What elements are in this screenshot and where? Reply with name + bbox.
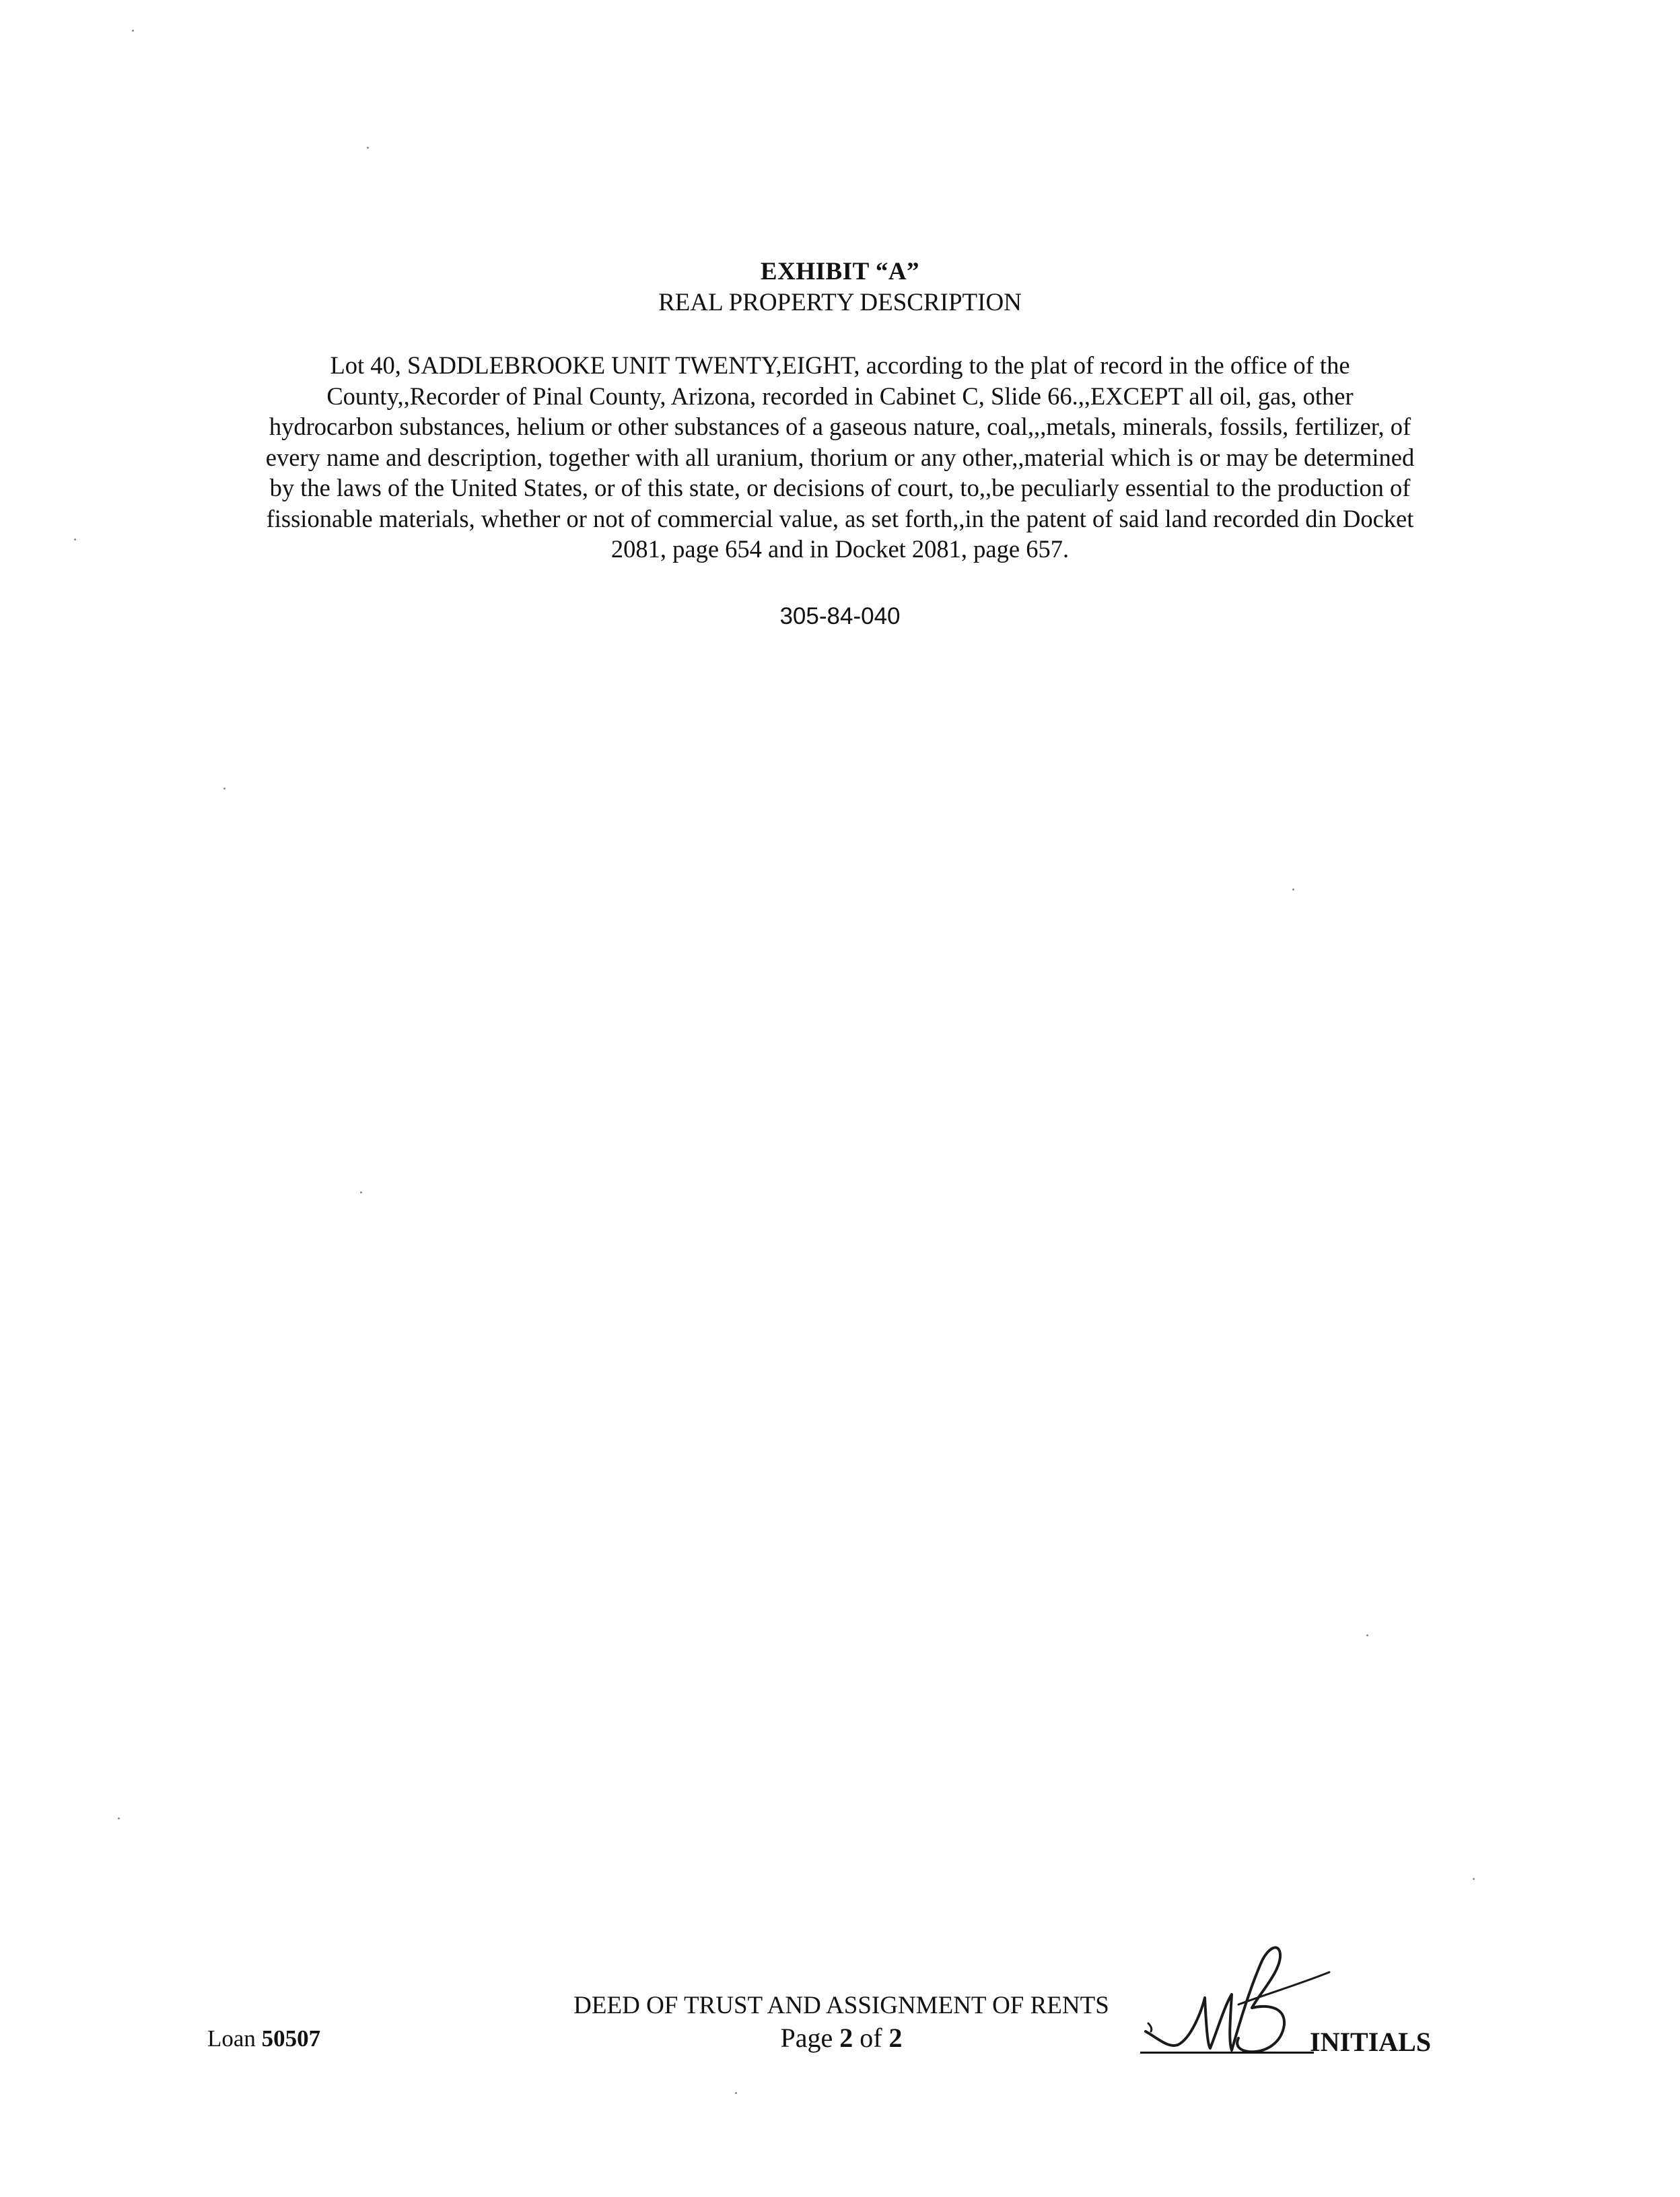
legal-description-line: hydrocarbon substances, helium or other substances of a gaseous nature, coal,,,metals, minerals, fossils, fertilizer, of [269, 413, 1411, 440]
loan-label: Loan [207, 2025, 256, 2052]
page-current: 2 [839, 2023, 853, 2053]
scan-speck [1366, 1634, 1368, 1636]
legal-description-line: by the laws of the United States, or of this state, or decisions of court, to,,be peculiarly essential to the production of [269, 474, 1411, 501]
loan-number: 50507 [261, 2025, 321, 2052]
scan-speck [1473, 1878, 1475, 1880]
scan-speck [1292, 888, 1294, 891]
loan-reference [207, 2024, 320, 2054]
legal-description-line: every name and description, together with all uranium, thorium or any other,,material which is or may be determined [265, 443, 1415, 471]
initials-signature [1138, 1930, 1339, 2065]
initials-line [1140, 2052, 1314, 2054]
exhibit-subtitle: REAL PROPERTY DESCRIPTION [658, 289, 1022, 316]
scan-speck [223, 788, 225, 790]
legal-description-line: 2081, page 654 and in Docket 2081, page 657. [610, 535, 1070, 563]
legal-description-line: Lot 40, SADDLEBROOKE UNIT TWENTY,EIGHT, according to the plat of record in the office of the [330, 351, 1350, 379]
initials-label: INITIALS [1310, 2027, 1432, 2057]
scan-speck [360, 1191, 362, 1193]
legal-description [202, 350, 1478, 565]
footer-document-title: DEED OF TRUST AND ASSIGNMENT OF RENTS [573, 1992, 1109, 2019]
scan-speck [735, 2092, 737, 2094]
page-of: of [860, 2023, 882, 2053]
scan-speck [118, 1817, 120, 1819]
legal-description-line: County,,Recorder of Pinal County, Arizona, recorded in Cabinet C, Slide 66.,,EXCEPT all oil, gas, other [326, 382, 1354, 410]
parcel-number: 305-84-040 [779, 603, 901, 629]
scan-speck [367, 147, 369, 149]
scan-speck [74, 538, 76, 540]
exhibit-title: EXHIBIT “A” [760, 258, 920, 285]
page-word: Page [780, 2023, 833, 2053]
page-total: 2 [888, 2023, 903, 2053]
legal-description-line: fissionable materials, whether or not of commercial value, as set forth,,in the patent of said land recorded din Docket [266, 504, 1414, 532]
scan-speck [132, 30, 134, 32]
